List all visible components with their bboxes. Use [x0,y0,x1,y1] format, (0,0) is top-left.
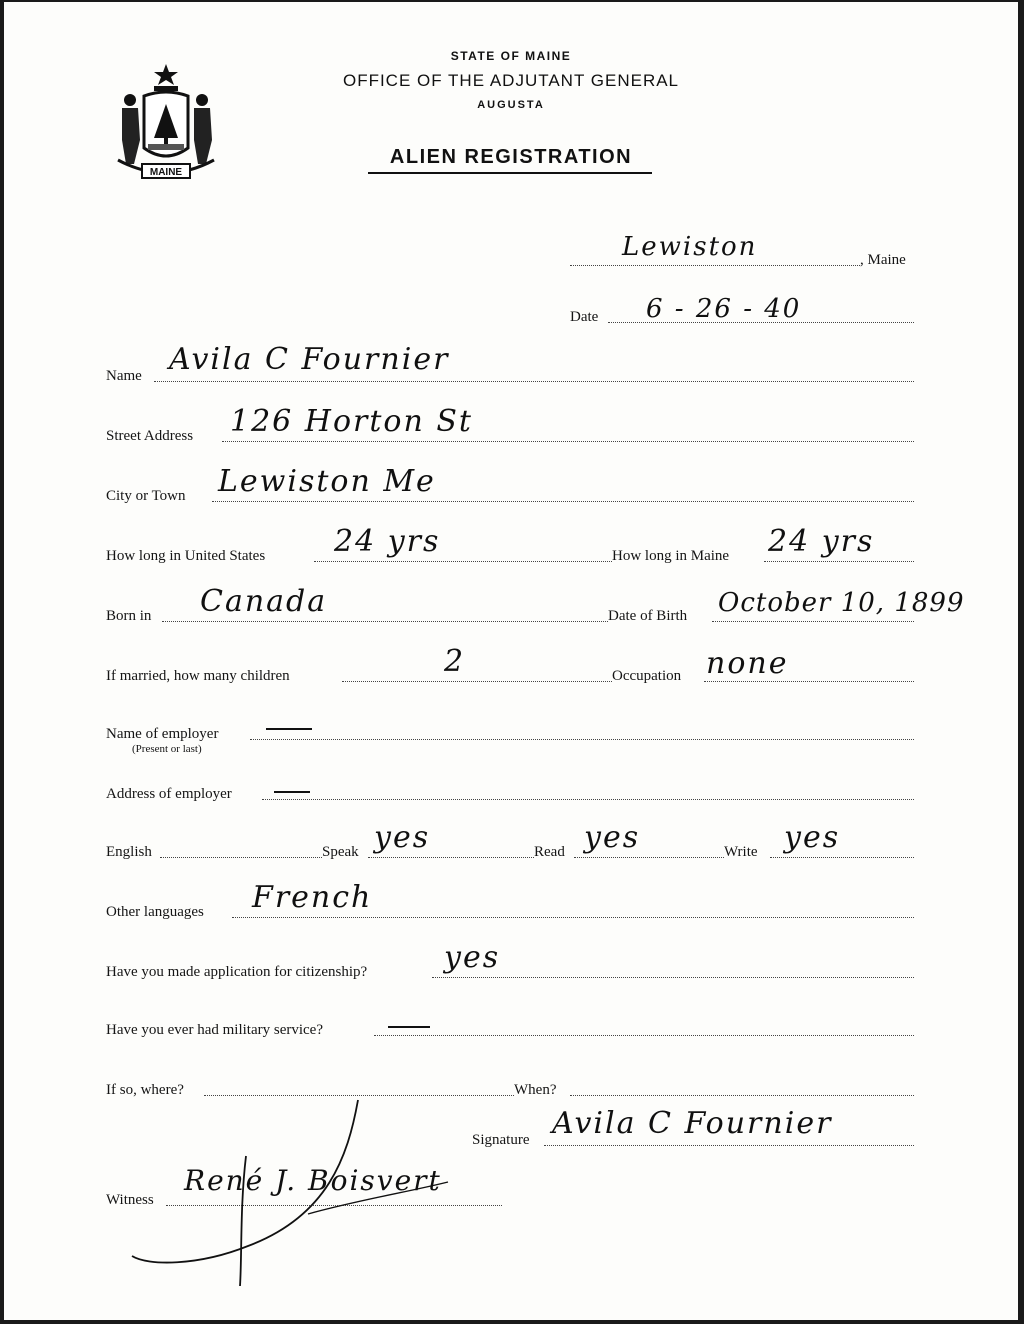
how-long-us-line [314,561,612,562]
employer-name-line [250,739,914,740]
military-service-label: Have you ever had military service? [106,1022,323,1038]
date-of-birth-line [712,621,914,622]
born-in-value: Canada [200,584,328,619]
street-address-value: 126 Horton St [230,404,473,439]
employer-address-label: Address of employer [106,786,232,802]
date-of-birth-value: October 10, 1899 [718,588,965,618]
registration-form [4,2,1018,1320]
street-address-label: Street Address [106,428,194,444]
witness-value: René J. Boisvert [184,1164,442,1197]
children-label: If married, how many children [106,668,290,684]
city-line [212,501,914,502]
witness-label: Witness [106,1192,154,1208]
when-line [570,1095,914,1096]
title-underline [368,172,652,174]
signature-label: Signature [472,1132,530,1148]
date-of-birth-label: Date of Birth [608,608,688,624]
read-label: Read [534,844,565,860]
header-state: STATE OF MAINE [450,49,572,63]
form-title: ALIEN REGISTRATION [389,146,633,168]
other-languages-value: French [252,880,373,915]
date-label: Date [570,309,599,325]
signature-line [544,1145,914,1146]
date-value: 6 - 26 - 40 [646,294,802,324]
write-label: Write [724,844,758,860]
speak-value: yes [374,820,431,855]
witness-flourish-icon [128,1096,458,1292]
how-long-maine-label: How long in Maine [612,548,730,564]
name-value: Avila C Fournier [169,342,450,377]
street-address-line [222,441,914,442]
speak-label: Speak [322,844,359,860]
employer-name-sublabel: (Present or last) [132,743,202,755]
header-office: OFFICE OF THE ADJUTANT GENERAL [342,71,680,90]
read-line [574,857,724,858]
write-value: yes [784,820,841,855]
how-long-us-value: 24 yrs [334,524,441,559]
born-in-label: Born in [106,608,152,624]
other-languages-label: Other languages [106,904,204,920]
citizenship-value: yes [444,940,501,975]
citizenship-line [432,977,914,978]
read-value: yes [584,820,641,855]
employer-name-dash [266,728,312,730]
city-value: Lewiston Me [218,464,436,499]
name-label: Name [106,368,142,384]
born-in-line [162,621,608,622]
children-line [342,681,612,682]
military-service-line [374,1035,914,1036]
how-long-maine-value: 24 yrs [768,524,875,559]
employer-address-dash [274,791,310,793]
employer-address-line [262,799,914,800]
occupation-line [704,681,914,682]
signature-value: Avila C Fournier [552,1106,833,1141]
where-label: If so, where? [106,1082,184,1098]
header-city: AUGUSTA [477,99,545,111]
how-long-maine-line [764,561,914,562]
other-languages-line [232,917,914,918]
children-value: 2 [444,644,466,679]
occupation-label: Occupation [612,668,682,684]
english-line [160,857,322,858]
place-line [570,265,860,266]
how-long-us-label: How long in United States [106,548,266,564]
place-suffix: , Maine [860,252,906,268]
military-service-dash [388,1026,430,1028]
occupation-value: none [706,646,789,681]
write-line [770,857,914,858]
place-value: Lewiston [622,232,758,262]
citizenship-label: Have you made application for citizenship? [106,964,368,980]
when-label: When? [514,1082,557,1098]
name-line [154,381,914,382]
employer-name-label: Name of employer [106,726,219,742]
svg-text:MAINE: MAINE [149,167,183,178]
city-label: City or Town [106,488,186,504]
speak-line [368,857,534,858]
english-label: English [106,844,152,860]
